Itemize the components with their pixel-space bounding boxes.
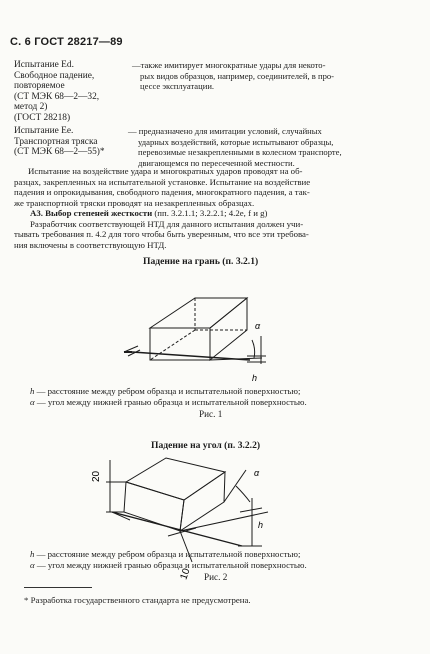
term-line: повторяемое (14, 81, 65, 91)
para-line: тывать требования п. 4.2 для того чтобы быть уверенным, что все эти требова- (14, 229, 309, 240)
section-refs: (пп. 3.2.1.1; 3.2.2.1; 4.2е, f и g) (152, 208, 268, 218)
desc-line: перевозимые незакрепленными в колесном транспорте, (138, 147, 342, 157)
para-line: разцах, закрепленных на испытательной установке. Испытание на воздействие (14, 176, 311, 187)
term-line: (СТ МЭК 68—2—32, (14, 91, 100, 102)
test-surface-line (112, 512, 242, 546)
figure-2-legend (30, 549, 307, 571)
term-line: (СТ МЭК 68—2—55)* (14, 147, 105, 157)
term-line: Свободное падение, (14, 70, 95, 81)
legend-text: — угол между нижней гранью образца и испытательной поверхностью. (36, 560, 307, 570)
section-title: А3. Выбор степеней жесткости (30, 208, 153, 218)
term-line: (ГОСТ 28218) (14, 112, 71, 123)
figure-1-caption: Рис. 1 (199, 409, 223, 419)
box-top-face (126, 458, 225, 500)
desc-line: двигающемся по пересеченной местности. (138, 157, 295, 168)
para-line: Испытание на воздействие удара и многократных ударов проводят на об- (28, 166, 303, 176)
desc-line: цессе эксплуатации. (140, 81, 215, 91)
figure-2-caption: Рис. 2 (204, 572, 228, 582)
figure-1-title: Падение на грань (п. 3.2.1) (143, 256, 259, 267)
footnote-rule (24, 587, 92, 588)
para-line: падения и опрокидывания, свободного падения, многократного падения, а так- (14, 187, 310, 198)
fig2-dim-20: 20 (91, 470, 102, 482)
legend-line (30, 560, 307, 571)
legend-line (30, 549, 307, 560)
angle-arc (236, 486, 250, 502)
test-surface-edge (180, 512, 268, 531)
legend-symbol: h (30, 386, 35, 396)
desc-line: ударных воздействий, которые испытывают образцы, (138, 136, 334, 147)
fig2-alpha-label: α (254, 468, 260, 478)
box-right-face (180, 472, 225, 531)
desc-line: —также имитирует многократные удары для некото- (132, 60, 326, 70)
legend-text: — расстояние между ребром образца и испытательной поверхностью; (36, 549, 301, 559)
term-line: Транспортная тряска (14, 136, 98, 147)
h-ext-line (240, 508, 262, 512)
para-line: ния включены в соответствующую НТД. (14, 239, 167, 250)
fig2-dim-10: 10 (178, 567, 193, 582)
legend-symbol: α (30, 560, 35, 570)
fig1-alpha-label: α (255, 321, 261, 331)
term-line: Испытание Ее. (14, 126, 74, 136)
fig1-h-label: h (252, 373, 258, 383)
term-line: метод 2) (14, 102, 48, 112)
legend-text: — расстояние между ребром образца и испытательной поверхностью; (36, 386, 301, 396)
figure-2-title: Падение на угол (п. 3.2.2) (151, 440, 261, 451)
legend-symbol: h (30, 549, 35, 559)
para-line: Разработчик соответствующей НТД для данного испытания должен учи- (30, 218, 304, 229)
para-line: же транспортной тряски проводят на незакрепленных образцах. (14, 197, 255, 208)
term-line: Испытание Ed. (14, 60, 74, 70)
legend-symbol: α (30, 397, 35, 407)
fig2-h-label: h (258, 520, 264, 530)
angle-line (224, 470, 246, 502)
footnote: * Разработка государственного стандарта не предусмотрена. (24, 595, 251, 605)
desc-line: — предназначено для имитации условий, случайных (128, 126, 322, 136)
desc-line: рых видов образцов, например, соединителей, в про- (140, 70, 335, 81)
page-header: С. 6 ГОСТ 28217—89 (10, 36, 123, 48)
legend-text: — угол между нижней гранью образца и испытательной поверхностью. (36, 397, 307, 407)
